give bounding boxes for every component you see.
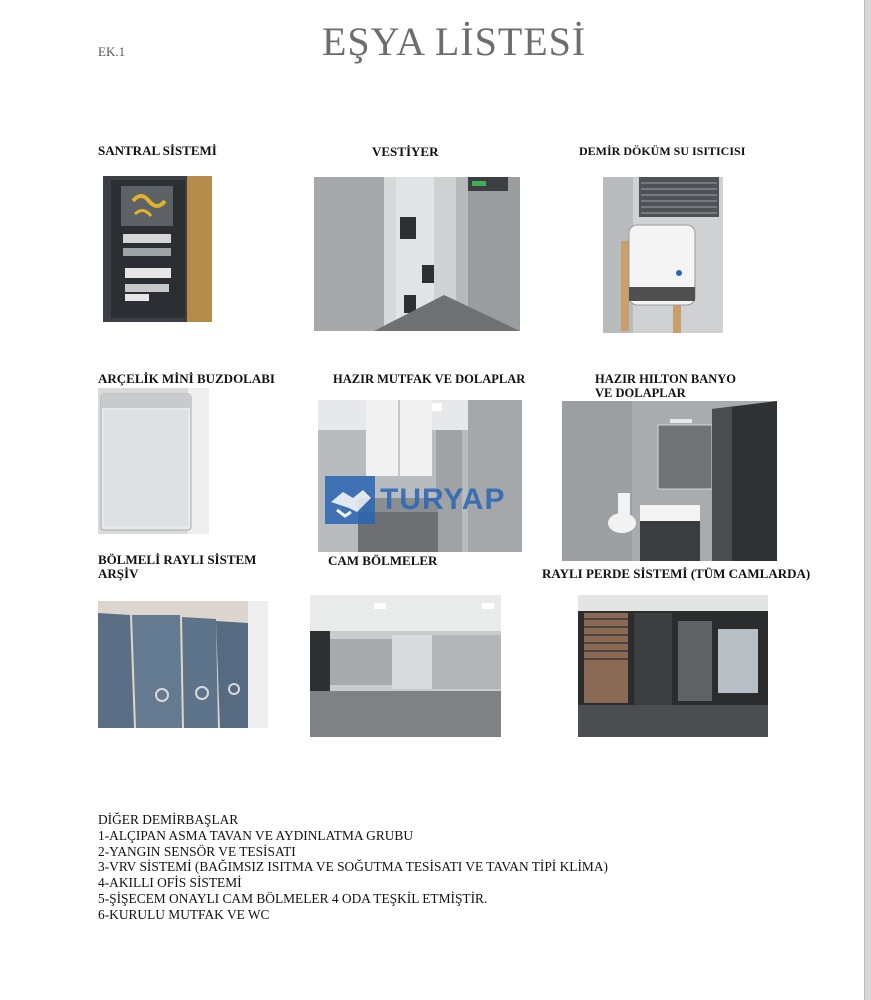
page-title: EŞYA LİSTESİ (322, 19, 587, 64)
caption-blinds: RAYLI PERDE SİSTEMİ (TÜM CAMLARDA) (542, 566, 811, 581)
turyap-watermark (325, 476, 547, 524)
caption-bathroom-line1: HAZIR HILTON BANYO (595, 372, 737, 386)
caption-santral: SANTRAL SİSTEMİ (98, 143, 217, 158)
photo-mini-fridge (98, 388, 209, 534)
photo-blinds (578, 595, 768, 737)
list-item: 4-AKILLI OFİS SİSTEMİ (98, 875, 242, 891)
list-item: 6-KURULU MUTFAK VE WC (98, 906, 270, 922)
caption-archive (98, 553, 256, 581)
photo-switchboard-cabinet (103, 176, 212, 322)
list-item: 2-YANGIN SENSÖR VE TESİSATI (98, 843, 296, 859)
list-item: 3-VRV SİSTEMİ (BAĞIMSIZ ISITMA VE SOĞUTMA TESİSATI VE TAVAN TİPİ KLİMA) (98, 859, 608, 875)
photo-archive-shelving (98, 601, 268, 728)
other-fixtures-heading: DİĞER DEMİRBAŞLAR (98, 812, 239, 827)
caption-archive-line1: BÖLMELİ RAYLI SİSTEM (98, 552, 257, 567)
photo-water-heater (603, 177, 723, 333)
photo-bathroom (562, 401, 777, 561)
caption-archive-line2: ARŞİV (98, 566, 139, 581)
handshake-icon (325, 476, 375, 524)
caption-glass-partitions: CAM BÖLMELER (328, 553, 438, 568)
caption-vestiyer: VESTİYER (372, 144, 439, 159)
watermark-text: TURYAP (380, 483, 506, 516)
caption-bathroom-line2: VE DOLAPLAR (595, 386, 686, 400)
caption-bathroom (595, 372, 736, 400)
photo-glass-partitions (310, 595, 501, 737)
caption-water-heater: DEMİR DÖKÜM SU ISITICISI (579, 144, 746, 158)
list-item: 5-ŞİŞECEM ONAYLI CAM BÖLMELER 4 ODA TEŞKİL ETMİŞTİR. (98, 890, 488, 906)
page-edge (864, 0, 871, 1000)
photo-wardrobe (314, 177, 520, 331)
caption-kitchen: HAZIR MUTFAK VE DOLAPLAR (333, 372, 526, 386)
list-item: 1-ALÇIPAN ASMA TAVAN VE AYDINLATMA GRUBU (98, 827, 414, 843)
caption-mini-fridge: ARÇELİK MİNİ BUZDOLABI (98, 371, 275, 386)
other-fixtures-list (98, 812, 608, 923)
annex-label: EK.1 (98, 44, 126, 59)
